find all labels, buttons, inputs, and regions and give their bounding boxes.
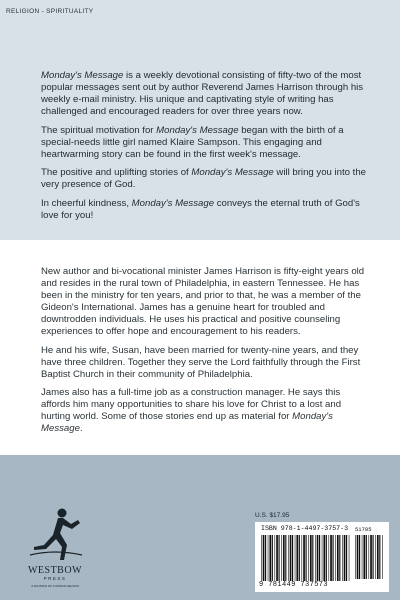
book-title: Monday's Message (41, 70, 124, 81)
book-title: Monday's Message (41, 411, 333, 434)
barcode-addon-number: 51795 (355, 526, 372, 533)
publisher-name: WESTBOW (27, 565, 83, 576)
category-label: RELIGION - SPIRITUALITY (6, 8, 94, 15)
book-title: Monday's Message (156, 124, 239, 136)
bio-paragraph: James also has a full-time job as a construction manager. He says this affords him many opportunities to share his love for Christ to a lost and hurting world. Some of those stories end up as material for Monday's Message. (41, 387, 342, 434)
barcode-icon (261, 535, 351, 581)
author-bio (41, 266, 367, 442)
publisher-tagline: A DIVISION OF THOMAS NELSON (31, 584, 79, 588)
book-title: Monday's Message (131, 197, 215, 209)
description-paragraph: The positive and uplifting stories of Monday's Message will bring you into the very presence of God. (41, 167, 367, 190)
price-label: U.S. $17.95 (255, 512, 290, 519)
barcode-addon-icon (355, 535, 383, 579)
description-paragraph: The spiritual motivation for Monday's Message began with the birth of a special-needs little girl named Klaire Sampson. This engaging and heartwarming story can be found in the first week's message. (41, 124, 344, 160)
book-description (41, 70, 367, 228)
publisher-press: PRESS (43, 576, 67, 581)
bio-paragraph: He and his wife, Susan, have been married for twenty-nine years, and they have three children. Together they serve the Lord faithfully through the First Baptist Church in their community of Philadelphia. (41, 344, 361, 380)
isbn-number: ISBN 978-1-4497-3757-3 (261, 525, 349, 532)
barcode-digits: 9 781449 737573 (259, 581, 329, 589)
description-paragraph: Monday's Message is a weekly devotional consisting of fifty-two of the most popular messages sent out by author Reverend James Harrison through his weekly e-mail ministry. His unique and captivating style of writing has challenged and encouraged readers for over three years now. (41, 70, 364, 117)
runner-figure-icon (22, 505, 88, 565)
publisher-logo (22, 505, 88, 595)
book-title: Monday's Message (191, 167, 274, 178)
bio-paragraph: New author and bi-vocational minister James Harrison is fifty-eight years old and resides in the rural town of Philadelphia, in eastern Tennessee. He has been in the ministry for ten years, and prior to that, he was a member of the Gideon's International. James has a genuine heart for troubled and downtrodden individuals. He uses his practical and positive counseling experiences to offer hope and encouragement to his readers. (41, 266, 365, 337)
description-paragraph: In cheerful kindness, Monday's Message conveys the eternal truth of God's love for you! (41, 197, 360, 221)
barcode-block (255, 522, 389, 592)
